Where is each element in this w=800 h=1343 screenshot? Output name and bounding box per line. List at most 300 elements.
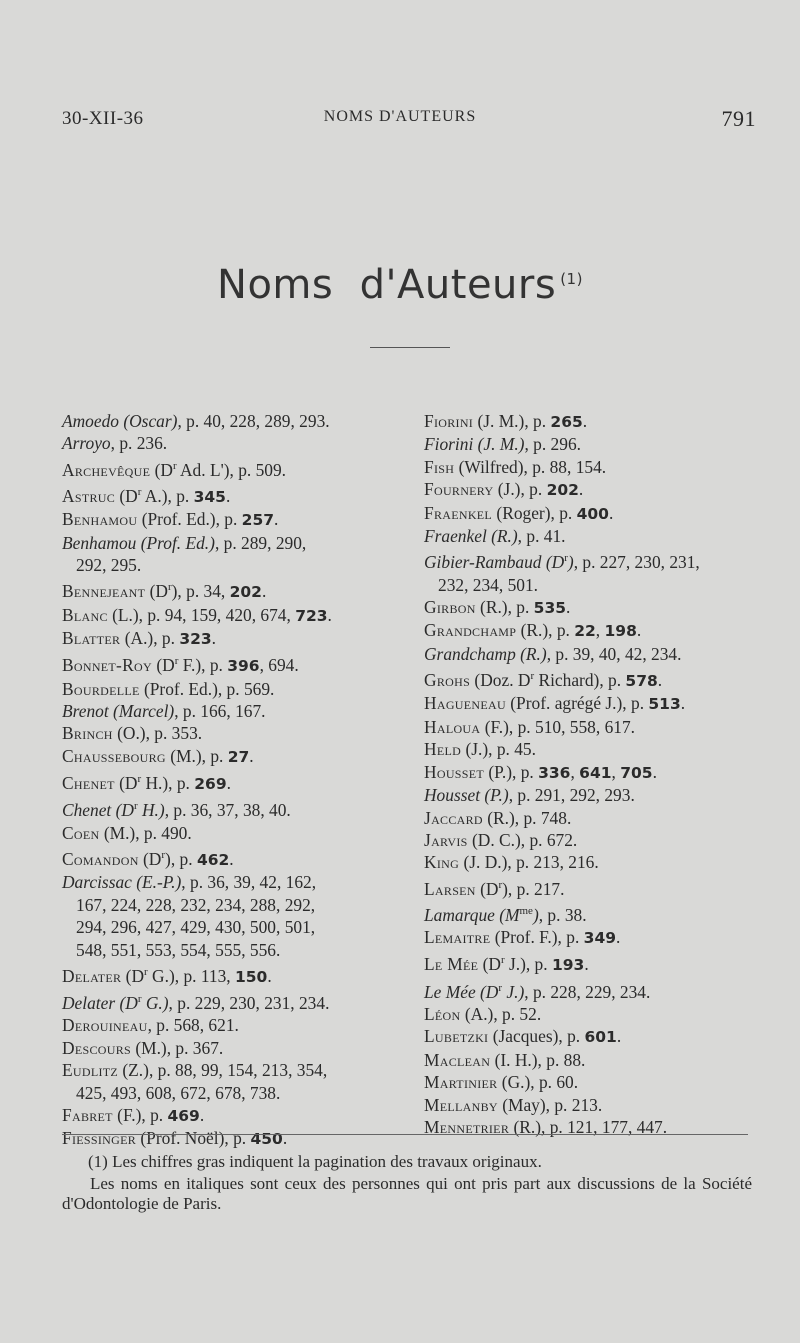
entry-text: , p. 568, 621. [147, 1015, 239, 1036]
index-entry [424, 900, 764, 926]
index-entry-line [62, 605, 332, 625]
index-entry [62, 1104, 402, 1127]
index-entry-line [62, 1105, 204, 1125]
entry-text: r [172, 459, 177, 472]
index-entry [62, 604, 402, 627]
entry-text: . [582, 411, 588, 431]
entry-text: (Jacques), p. [488, 1026, 585, 1047]
index-entry [424, 478, 764, 501]
entry-text: Richard), p. [534, 670, 626, 691]
bold-page-ref: 336 [538, 763, 571, 782]
entry-text: r [500, 954, 505, 967]
index-entry [62, 410, 402, 432]
index-entry-line [62, 679, 274, 699]
index-entry [62, 700, 402, 722]
index-entry-line [424, 670, 662, 690]
entry-text: r [137, 773, 142, 786]
entry-text: (O.), p. 353. [112, 723, 203, 744]
index-entry-line [424, 830, 577, 850]
author-name: Larsen [424, 878, 476, 899]
entry-text: (R.), p. [516, 620, 575, 641]
index-entry-line [424, 927, 620, 947]
author-name: Léon [424, 1003, 461, 1024]
index-entry [62, 627, 402, 650]
index-entry [62, 1037, 402, 1059]
entry-text: (D [150, 459, 173, 480]
index-entry-line [424, 644, 681, 664]
author-name: Fiessinger [62, 1128, 137, 1149]
entry-text: . [636, 620, 642, 641]
index-entry-line [424, 717, 635, 737]
entry-text: r [137, 993, 142, 1006]
entry-text: (G.), p. 60. [497, 1072, 579, 1093]
italic-author-name: Grandchamp (R.) [424, 643, 547, 664]
entry-text: , p. 41. [517, 526, 566, 547]
entry-text: . [267, 965, 272, 986]
index-entry [424, 433, 764, 455]
index-entry-continuation: 292, 295. [76, 555, 142, 576]
index-entry-line [62, 628, 216, 648]
entry-text: , [595, 620, 605, 641]
index-entry-continuation: 548, 551, 553, 554, 555, 556. [76, 939, 281, 960]
index-entry [424, 1094, 764, 1116]
author-name: Held [424, 739, 462, 760]
entry-text: r [137, 486, 142, 499]
index-entry [424, 926, 764, 949]
author-name: Haloua [424, 716, 481, 737]
index-entry [62, 576, 402, 603]
footnote-1: (1) Les chiffres gras indiquent la pagination des travaux originaux. [88, 1152, 542, 1171]
index-entry-continuation: 167, 224, 228, 232, 234, 288, 292, [76, 894, 316, 915]
bold-page-ref: 723 [295, 606, 328, 625]
index-entry-line [62, 411, 330, 431]
index-entry-line [62, 460, 286, 480]
bold-page-ref: 513 [648, 695, 681, 714]
author-name: Lemaitre [424, 927, 491, 948]
author-name: Bonnet-Roy [62, 655, 152, 676]
index-entry [424, 761, 764, 784]
author-name: Martinier [424, 1072, 498, 1093]
italic-author-name: Chenet (D [62, 800, 134, 821]
index-entry-line [62, 433, 167, 453]
index-entry [424, 977, 764, 1003]
index-entry-line [62, 509, 278, 529]
entry-text: . [657, 670, 663, 691]
italic-author-name: Brenot (Marcel) [62, 701, 175, 722]
index-entry [62, 768, 402, 795]
entry-text: (Z.), p. 88, 99, 154, 213, 354, [118, 1060, 328, 1081]
entry-text: (M.), p. 490. [99, 822, 192, 843]
index-entry-continuation: 294, 296, 427, 429, 430, 500, 501, [76, 917, 316, 938]
author-name: Astruc [62, 485, 116, 506]
author-name: Fiorini [424, 411, 474, 431]
index-entry [62, 650, 402, 677]
entry-text: (Prof. Noël), p. [136, 1128, 251, 1149]
entry-text: (R.), p. 748. [482, 807, 572, 828]
author-name: Fraenkel [424, 502, 493, 523]
entry-text: , 694. [259, 655, 299, 676]
entry-text: , p. 38. [538, 904, 587, 925]
entry-text: r [174, 655, 179, 668]
bold-page-ref: 641 [579, 763, 612, 782]
author-name: Le Mée [424, 954, 479, 975]
index-entry-line [424, 411, 587, 431]
index-entry [424, 1116, 764, 1138]
entry-text: . [616, 927, 621, 948]
index-entry-line [424, 954, 589, 974]
entry-text: , [570, 761, 580, 782]
entry-text: r [133, 800, 138, 813]
entry-text: , p. 227, 230, 231, [573, 552, 700, 573]
entry-text: , p. 40, 228, 289, 293. [177, 411, 330, 431]
index-entry-line [62, 655, 299, 675]
index-entry [62, 481, 402, 508]
index-entry-line [62, 1038, 223, 1058]
index-entry-line [424, 597, 570, 617]
author-name: Eudlitz [62, 1060, 119, 1081]
italic-author-name: G.) [141, 992, 169, 1013]
index-entry-line [424, 1072, 578, 1092]
entry-text: (Prof. Ed.), p. [137, 509, 242, 530]
index-entry-line [424, 526, 566, 546]
running-header-date: 30-XII-36 [62, 108, 144, 129]
entry-text: . [327, 604, 332, 625]
index-entry-line [424, 982, 650, 1002]
index-entry-line [424, 785, 635, 805]
bold-page-ref: 269 [194, 775, 227, 794]
entry-text: (R.), p. [475, 597, 534, 618]
index-entry-line [424, 1050, 585, 1070]
entry-text: A.), p. [141, 485, 194, 506]
index-entry-line [62, 486, 230, 506]
entry-text: r [167, 581, 172, 594]
index-entry-line [62, 1060, 327, 1080]
author-name: Derouineau [62, 1015, 148, 1036]
index-entry-line [424, 693, 685, 713]
entry-text: (P.), p. [484, 761, 539, 782]
entry-text: (D [114, 773, 138, 794]
entry-text: (J.), p. [493, 479, 547, 500]
entry-text: (Prof. Ed.), p. 569. [139, 678, 275, 699]
running-header-title: NOMS D'AUTEURS [323, 108, 477, 125]
index-entry-line [62, 533, 306, 553]
index-entry [424, 874, 764, 900]
bold-page-ref: 400 [576, 504, 609, 523]
index-entry [62, 508, 402, 531]
bold-page-ref: 150 [234, 967, 268, 986]
entry-text: (Roger), p. [492, 502, 577, 523]
author-name: Descours [62, 1037, 131, 1058]
entry-text: (F.), p. [112, 1104, 168, 1125]
index-entry [424, 410, 764, 433]
index-entry [424, 525, 764, 547]
author-name: Coen [62, 822, 100, 843]
author-name: Comandon [62, 848, 139, 869]
author-name: Delater [62, 965, 122, 986]
index-entry [424, 851, 764, 873]
entry-text: (M.), p. 367. [130, 1037, 224, 1058]
index-entry [424, 738, 764, 760]
italic-author-name: Fraenkel (R.) [424, 526, 518, 547]
entry-text: . [608, 502, 614, 523]
author-name: Brinch [62, 723, 113, 744]
entry-text: (May), p. 213. [497, 1094, 603, 1115]
index-entry-line [62, 823, 192, 843]
bold-page-ref: 257 [241, 511, 275, 530]
bold-page-ref: 450 [250, 1130, 283, 1149]
index-entry-continuation: 232, 234, 501. [438, 574, 538, 595]
bold-page-ref: 265 [550, 413, 583, 431]
bold-page-ref: 193 [551, 956, 585, 975]
index-entry [62, 1014, 402, 1036]
entry-text: . [652, 761, 657, 782]
italic-author-name: J.) [502, 981, 525, 1002]
bold-page-ref: 396 [227, 657, 260, 676]
index-entry [424, 1003, 764, 1025]
bold-page-ref: 22 [574, 622, 596, 641]
entry-text: . [261, 581, 267, 602]
index-entry [424, 807, 764, 829]
index-entry-line [424, 434, 581, 454]
entry-text: me [519, 904, 533, 917]
bold-page-ref: 202 [229, 583, 262, 602]
index-entry [62, 1059, 402, 1104]
italic-author-name: ) [532, 904, 539, 925]
index-entry [62, 455, 402, 481]
index-entry [62, 532, 402, 577]
index-entry [424, 716, 764, 738]
index-entry-line [424, 620, 641, 640]
index-entry-line [62, 1015, 239, 1035]
author-name: Grohs [424, 670, 471, 691]
author-name: Fish [424, 456, 455, 477]
entry-text: ), p. 217. [502, 878, 565, 899]
author-name: Bourdelle [62, 678, 140, 699]
entry-text: , p. 296. [524, 434, 581, 455]
entry-text: , [611, 761, 621, 782]
index-entry [424, 784, 764, 806]
entry-text: . [566, 597, 571, 618]
entry-text: , p. 36, 37, 38, 40. [164, 800, 291, 821]
entry-text: (D [138, 848, 162, 869]
bold-page-ref: 601 [584, 1028, 617, 1047]
author-name: Fabret [62, 1104, 113, 1125]
entry-text: . [680, 693, 686, 714]
italic-author-name: Amoedo (Oscar) [62, 411, 178, 431]
entry-text: G.), p. 113, [147, 965, 235, 986]
footnote-2: Les noms en italiques sont ceux des personnes qui ont pris part aux discussions de la Société d'Odontologie de Paris. [62, 1174, 752, 1213]
entry-text: . [616, 1026, 622, 1047]
entry-text: (A.), p. [120, 628, 180, 649]
index-entry-line [62, 773, 231, 793]
author-name: Mennetrier [424, 1116, 510, 1137]
entry-text: . [199, 1104, 205, 1125]
entry-text: (D [151, 655, 175, 676]
entry-text: Ad. L'), p. 509. [176, 459, 287, 480]
entry-text: (A.), p. 52. [460, 1003, 542, 1024]
entry-text: (D [145, 581, 168, 602]
bold-page-ref: 202 [546, 481, 579, 500]
index-entry [424, 665, 764, 692]
index-entry [62, 1127, 402, 1150]
entry-text: , p. 291, 292, 293. [508, 785, 635, 806]
index-entry [62, 678, 402, 700]
author-name: Benhamou [62, 509, 138, 530]
entry-text: ), p. [165, 848, 197, 869]
page-title-text: Noms d'Auteurs [217, 262, 557, 308]
entry-text: (J. D.), p. 213, 216. [459, 852, 599, 873]
page-title [0, 262, 800, 308]
italic-author-name: Gibier-Rambaud (D [424, 552, 565, 573]
index-entry [424, 950, 764, 977]
index-entry [424, 643, 764, 665]
entry-text: (Doz. D [470, 670, 531, 691]
index-entry [62, 722, 402, 744]
author-name: Maclean [424, 1049, 491, 1070]
index-entry [424, 596, 764, 619]
author-name: Grandchamp [424, 620, 517, 641]
author-name: Housset [424, 761, 484, 782]
italic-author-name: Benhamou (Prof. Ed.) [62, 532, 215, 553]
entry-text: , p. 289, 290, [214, 532, 307, 553]
author-index-right-column [424, 410, 764, 1138]
entry-text: J.), p. [504, 954, 552, 975]
entry-text: , p. 166, 167. [174, 701, 266, 722]
author-name: Fournery [424, 479, 494, 500]
italic-author-name: ) [567, 552, 574, 573]
index-entry [424, 1025, 764, 1048]
entry-text: (D [115, 485, 138, 506]
entry-text: (R.), p. 121, 177, 447. [509, 1116, 668, 1137]
author-name: Bennejeant [62, 581, 146, 602]
author-name: Jarvis [424, 829, 468, 850]
author-index-left-column [62, 410, 402, 1151]
italic-author-name: Fiorini (J. M.) [424, 434, 525, 455]
entry-text: r [498, 981, 503, 994]
index-entry-line [62, 849, 234, 869]
entry-text: . [274, 509, 279, 530]
title-rule [370, 347, 450, 348]
entry-text: (Wilfred), p. 88, 154. [454, 456, 607, 477]
entry-text: . [226, 773, 231, 794]
bold-page-ref: 349 [583, 929, 617, 948]
author-name: Jaccard [424, 807, 483, 828]
italic-author-name: Lamarque (M [424, 904, 520, 925]
entry-text: ), p. 34, [171, 581, 230, 602]
author-name: Lubetzki [424, 1026, 489, 1047]
entry-text: F.), p. [178, 655, 228, 676]
entry-text: H.), p. [141, 773, 195, 794]
index-entry [424, 619, 764, 642]
italic-author-name: Delater (D [62, 992, 138, 1013]
index-entry-line [424, 552, 700, 572]
index-entry [62, 844, 402, 871]
author-name: Blatter [62, 628, 121, 649]
bold-page-ref: 345 [193, 487, 226, 506]
entry-text: , p. 229, 230, 231, 234. [168, 992, 330, 1013]
entry-text: (I. H.), p. 88. [490, 1049, 586, 1070]
index-entry-line [424, 1095, 602, 1115]
entry-text: , p. 228, 229, 234. [524, 981, 651, 1002]
entry-text: (Prof. agrégé J.), p. [505, 693, 649, 714]
entry-text: . [584, 954, 589, 975]
index-entry-line [62, 872, 316, 892]
entry-text: (D. C.), p. 672. [467, 829, 578, 850]
author-name: Hagueneau [424, 693, 506, 714]
index-entry-line [424, 808, 571, 828]
entry-text: (J. M.), p. [473, 411, 551, 431]
entry-text: . [225, 485, 231, 506]
index-entry-line [424, 879, 564, 899]
index-entry [62, 745, 402, 768]
entry-text: r [530, 670, 535, 683]
footnote-rule [62, 1134, 748, 1135]
entry-text: . [229, 848, 234, 869]
index-entry-line [62, 581, 266, 601]
entry-text: (M.), p. [165, 745, 228, 766]
bold-page-ref: 469 [167, 1106, 200, 1125]
italic-author-name: H.) [137, 800, 165, 821]
entry-text: (J.), p. 45. [461, 739, 536, 760]
entry-text: (D [475, 878, 499, 899]
author-name: Girbon [424, 597, 476, 618]
index-entry [62, 988, 402, 1014]
author-name: Blanc [62, 604, 108, 625]
entry-text: . [282, 1128, 288, 1149]
index-entry-line [424, 905, 587, 925]
entry-text: , p. 36, 39, 42, 162, [181, 872, 317, 893]
entry-text: (F.), p. 510, 558, 617. [480, 716, 635, 737]
index-entry-continuation: 425, 493, 608, 672, 678, 738. [76, 1082, 281, 1103]
entry-text: r [564, 552, 568, 565]
entry-text: (Prof. F.), p. [490, 927, 584, 948]
index-entry [62, 822, 402, 844]
page-number: 791 [721, 106, 756, 131]
entry-text: r [161, 849, 166, 862]
index-entry-line [424, 1026, 621, 1046]
index-entry [62, 961, 402, 988]
index-entry [424, 829, 764, 851]
index-entry [424, 456, 764, 478]
entry-text: (D [478, 954, 501, 975]
index-entry-line [62, 966, 272, 986]
author-name: Chaussebourg [62, 745, 166, 766]
bold-page-ref: 535 [533, 599, 567, 618]
index-entry-line [424, 739, 536, 759]
bold-page-ref: 462 [196, 850, 230, 869]
index-entry-line [424, 762, 657, 782]
index-entry-line [62, 723, 202, 743]
bold-page-ref: 27 [227, 747, 250, 766]
entry-text: . [211, 628, 217, 649]
author-name: Archevêque [62, 459, 151, 480]
index-entry-line [424, 479, 583, 499]
index-entry-line [424, 503, 613, 523]
italic-author-name: Arroyo [62, 433, 111, 454]
index-entry-line [424, 1004, 541, 1024]
italic-author-name: Le Mée (D [424, 981, 499, 1002]
index-entry [424, 692, 764, 715]
index-entry-line [62, 1128, 287, 1148]
entry-text: (D [121, 965, 145, 986]
index-entry-line [62, 746, 254, 766]
bold-page-ref: 323 [179, 630, 212, 649]
index-entry [424, 502, 764, 525]
entry-text: . [578, 479, 584, 500]
index-entry-line [424, 457, 606, 477]
entry-text: r [144, 965, 148, 978]
index-entry [62, 432, 402, 454]
